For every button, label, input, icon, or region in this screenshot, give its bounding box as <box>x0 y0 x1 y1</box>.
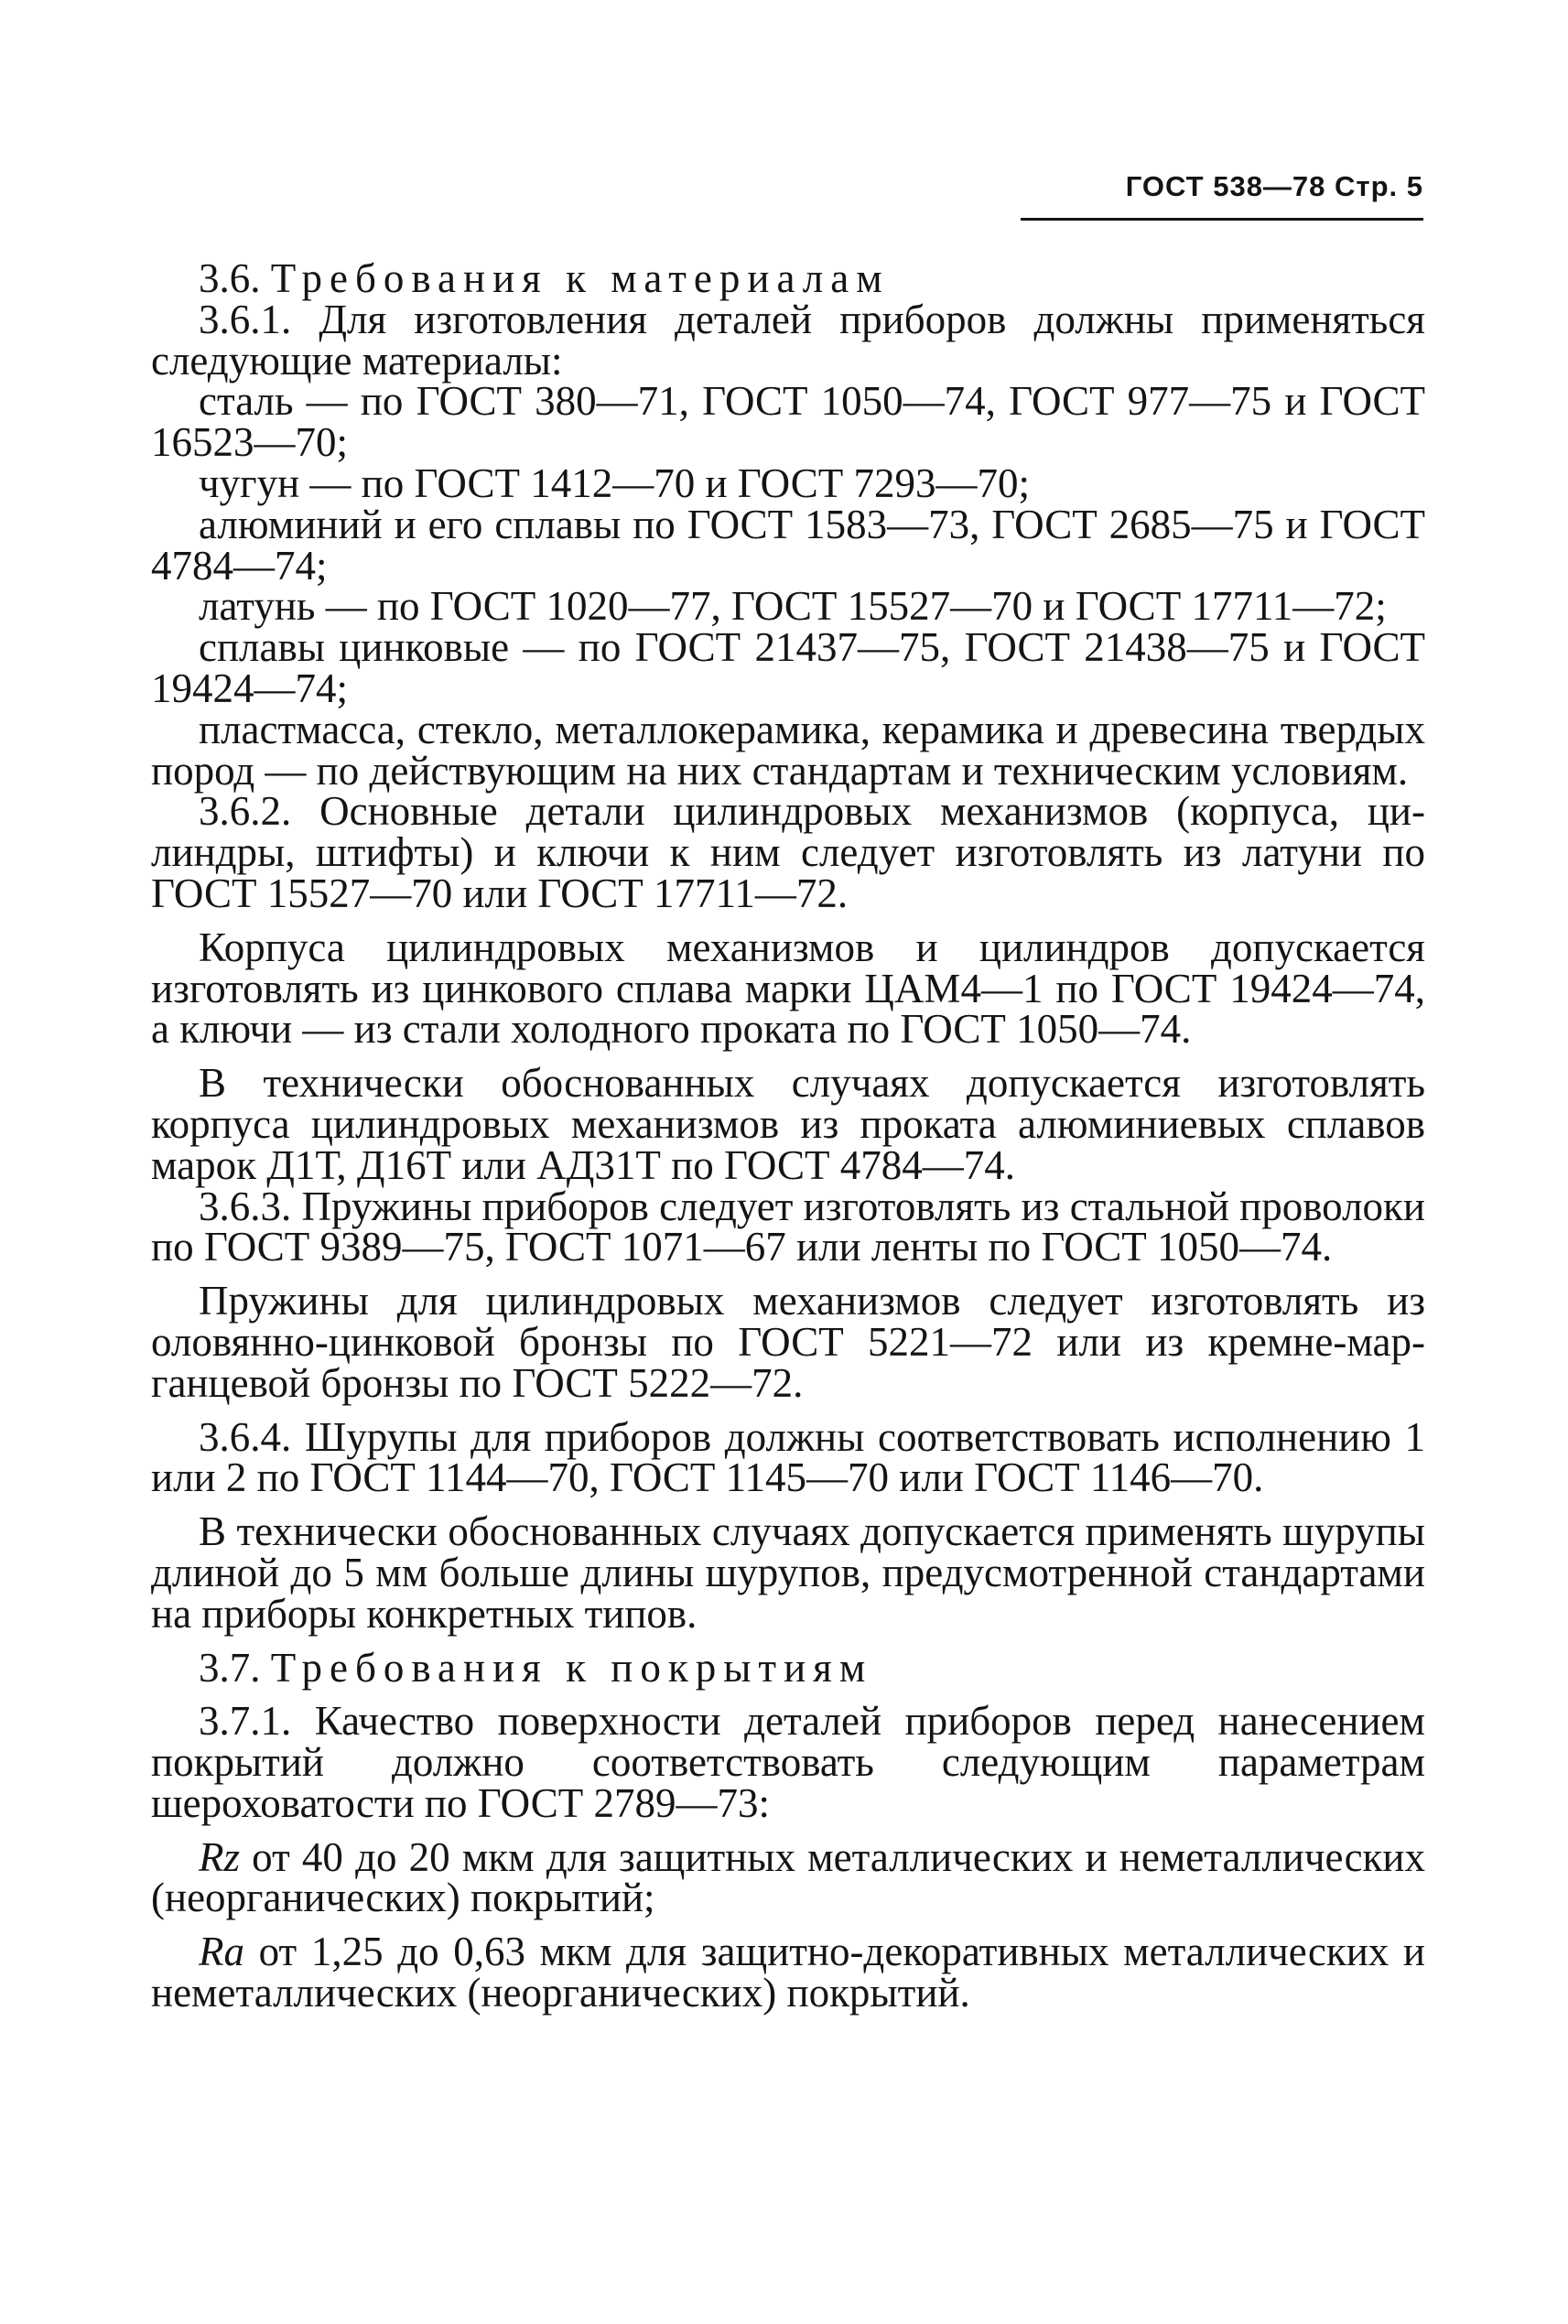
paragraph-3-6-2-alloys: В технически обоснованных случаях допускается изготовлять корпуса цилиндровых механизмов из проката алюминиевых сплавов марок Д1Т, Д16Т или АД31Т по ГОСТ 4784—74. <box>151 1060 1425 1188</box>
header-rule <box>1021 218 1423 221</box>
rz-symbol: Rz <box>199 1833 240 1880</box>
material-item: латунь — по ГОСТ 1020—77, ГОСТ 15527—70 и ГОСТ 17711—72; <box>199 583 1387 630</box>
paragraph-3-7-1: 3.7.1. Качество поверхности деталей приборов перед нанесением покрытий должно соответствовать следующим параметрам шероховатости по ГОСТ 2789—73: <box>151 1698 1425 1826</box>
section-title: Требования к материалам <box>270 255 890 301</box>
materials-list <box>151 378 1425 794</box>
material-item: пластмасса, стекло, металлокерамика, керамика и древесина твердых пород — по действующим на них стандартам и техническим условиям. <box>151 706 1425 794</box>
section-heading-3-7 <box>151 1644 1425 1691</box>
material-item: сплавы цинковые — по ГОСТ 21437—75, ГОСТ 21438—75 и ГОСТ 19424—74; <box>151 624 1425 711</box>
material-item: сталь — по ГОСТ 380—71, ГОСТ 1050—74, ГОСТ 977—75 и ГОСТ 16523—70; <box>151 378 1425 466</box>
roughness-rz <box>151 1833 1425 1921</box>
material-item: чугун — по ГОСТ 1412—70 и ГОСТ 7293—70; <box>199 459 1030 506</box>
section-heading-3-6 <box>151 255 1425 301</box>
paragraph-3-6-4: 3.6.4. Шурупы для приборов должны соответствовать исполнению 1 или 2 по ГОСТ 1144—70, ГОСТ 1145—70 или ГОСТ 1146—70. <box>151 1413 1425 1501</box>
ra-text: от 1,25 до 0,63 мкм для защитно-декоративных металлических и неметаллических (неорганических) покрытий. <box>151 1929 1425 2016</box>
paragraph-3-6-2: 3.6.2. Основные детали цилиндровых механизмов (корпуса, цилиндры, штифты) и ключи к ним следует изготовлять из латуни по ГОСТ 15527—70 или ГОСТ 17711—72. <box>151 788 1425 916</box>
section-number: 3.6. <box>199 255 261 301</box>
paragraph-3-6-2-housings: Корпуса цилиндровых механизмов и цилиндров допускается изготовлять из цинкового сплава марки ЦАМ4—1 по ГОСТ 19424—74, а ключи — из стали холодного проката по ГОСТ 1050—74. <box>151 924 1425 1053</box>
document-body <box>151 255 1425 2016</box>
paragraph-3-6-3-springs: Пружины для цилиндровых механизмов следует изготовлять из оловянно-цинковой бронзы по ГОСТ 5221—72 или из кремне-марганцевой бронзы по ГОСТ 5222—72. <box>151 1278 1425 1406</box>
rz-text: от 40 до 20 мкм для защитных металлических и неметаллических (неорганических) покрытий; <box>151 1833 1425 1921</box>
page-header: ГОСТ 538—78 Стр. 5 <box>1125 170 1423 202</box>
paragraph-3-6-4-screws: В технически обоснованных случаях допускается применять шурупы длиной до 5 мм больше длины шурупов, предусмотренной стандартами на приборы конкретных типов. <box>151 1508 1425 1637</box>
material-item: алюминий и его сплавы по ГОСТ 1583—73, ГОСТ 2685—75 и ГОСТ 4784—74; <box>151 501 1425 589</box>
paragraph-3-6-3: 3.6.3. Пружины приборов следует изготовлять из стальной проволоки по ГОСТ 9389—75, ГОСТ 1071—67 или ленты по ГОСТ 1050—74. <box>151 1183 1425 1270</box>
roughness-ra <box>151 1931 1425 2014</box>
section-title: Требования к покрытиям <box>270 1644 873 1691</box>
section-number: 3.7. <box>199 1644 261 1691</box>
paragraph-3-6-1: 3.6.1. Для изготовления деталей приборов должны применяться следующие материалы: <box>151 296 1425 384</box>
ra-symbol: Ra <box>199 1929 244 1975</box>
